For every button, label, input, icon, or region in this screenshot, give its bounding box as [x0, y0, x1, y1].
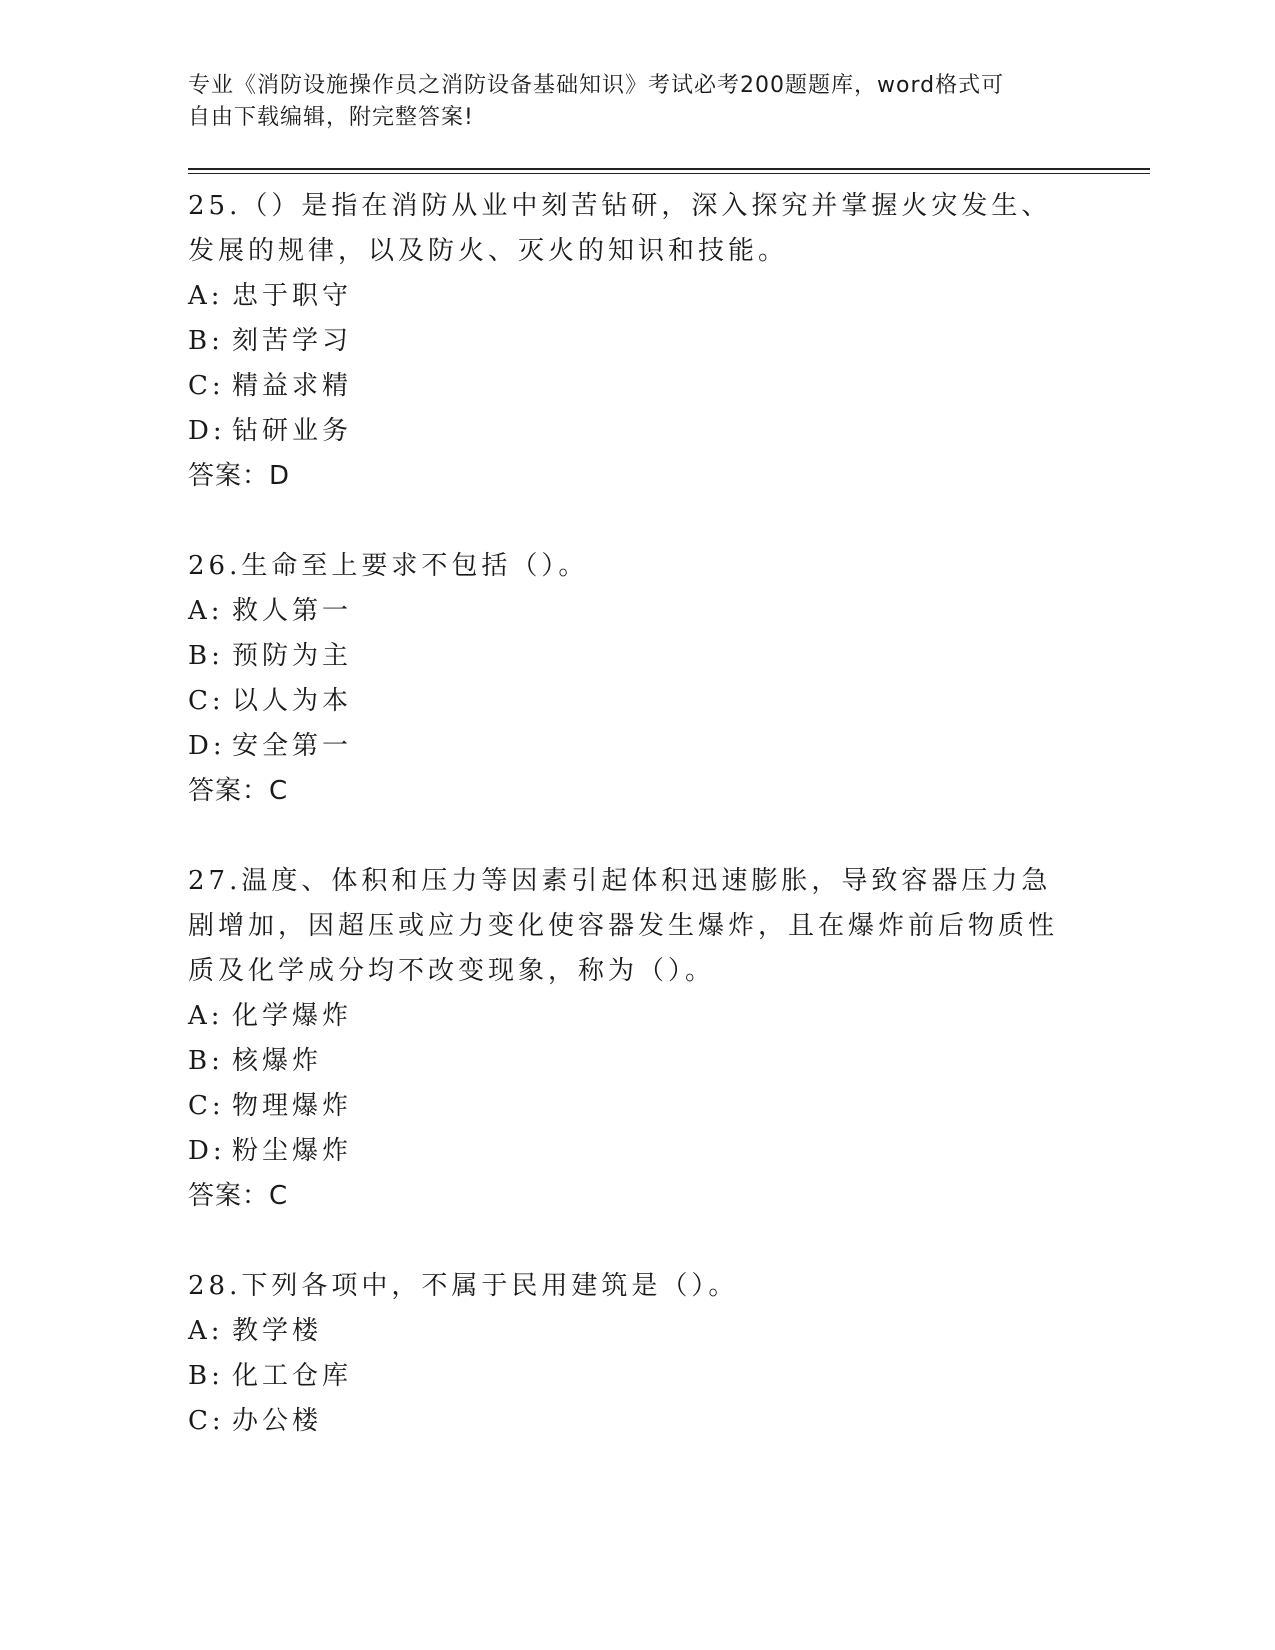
option-text: 预防为主	[232, 641, 353, 671]
question-text: 25.（）是指在消防从业中刻苦钻研，深入探究并掌握火灾发生、发展的规律，以及防火、灭火的知识和技能。	[188, 191, 1052, 266]
option-letter: A:	[188, 1001, 224, 1031]
option-text: 忠于职守	[232, 281, 353, 311]
option-letter: C:	[188, 1091, 225, 1121]
option-item	[188, 994, 1150, 1039]
option-item	[188, 364, 1150, 409]
option-item	[188, 319, 1150, 364]
document-header	[188, 70, 1068, 134]
option-text: 安全第一	[232, 731, 353, 761]
option-item	[188, 1084, 1150, 1129]
question-item	[188, 544, 1150, 814]
option-item	[188, 409, 1150, 454]
option-letter: B:	[188, 1361, 224, 1391]
option-letter: A:	[188, 281, 224, 311]
question-item	[188, 859, 1150, 1219]
header-line-2: 自由下载编辑，附完整答案!	[188, 105, 474, 130]
option-letter: D:	[188, 416, 226, 446]
option-letter: C:	[188, 371, 225, 401]
question-list	[188, 184, 1150, 1444]
answer-text: 答案：D	[188, 461, 291, 491]
header-divider	[188, 168, 1150, 174]
option-item	[188, 679, 1150, 724]
option-text: 救人第一	[232, 596, 353, 626]
option-letter: A:	[188, 596, 224, 626]
option-item	[188, 589, 1150, 634]
option-text: 化学爆炸	[232, 1001, 353, 1031]
header-line-1: 专业《消防设施操作员之消防设备基础知识》考试必考200题题库，word格式可	[188, 73, 1005, 98]
option-text: 核爆炸	[232, 1046, 323, 1076]
option-text: 教学楼	[232, 1316, 323, 1346]
question-item	[188, 1264, 1150, 1444]
question-text: 26.生命至上要求不包括（）。	[188, 551, 589, 581]
option-item	[188, 1039, 1150, 1084]
option-item	[188, 1309, 1150, 1354]
answer-text: 答案：C	[188, 776, 289, 806]
option-letter: C:	[188, 1406, 225, 1436]
option-letter: B:	[188, 326, 224, 356]
option-text: 钻研业务	[232, 416, 353, 446]
option-text: 办公楼	[232, 1406, 323, 1436]
document-page	[188, 70, 1150, 1489]
option-text: 化工仓库	[232, 1361, 353, 1391]
option-item	[188, 1354, 1150, 1399]
question-text: 28.下列各项中，不属于民用建筑是（）。	[188, 1271, 739, 1301]
option-letter: B:	[188, 641, 224, 671]
answer-text: 答案：C	[188, 1181, 289, 1211]
question-text: 27.温度、体积和压力等因素引起体积迅速膨胀，导致容器压力急剧增加，因超压或应力变化使容器发生爆炸，且在爆炸前后物质性质及化学成分均不改变现象，称为（）。	[188, 866, 1059, 986]
question-item	[188, 184, 1150, 499]
option-text: 精益求精	[232, 371, 353, 401]
option-text: 物理爆炸	[232, 1091, 353, 1121]
option-item	[188, 1129, 1150, 1174]
option-letter: D:	[188, 731, 226, 761]
option-text: 粉尘爆炸	[232, 1136, 353, 1166]
option-item	[188, 634, 1150, 679]
option-letter: A:	[188, 1316, 224, 1346]
option-item	[188, 274, 1150, 319]
option-letter: D:	[188, 1136, 226, 1166]
option-letter: B:	[188, 1046, 224, 1076]
option-text: 以人为本	[232, 686, 353, 716]
option-letter: C:	[188, 686, 225, 716]
option-item	[188, 724, 1150, 769]
option-text: 刻苦学习	[232, 326, 353, 356]
option-item	[188, 1399, 1150, 1444]
